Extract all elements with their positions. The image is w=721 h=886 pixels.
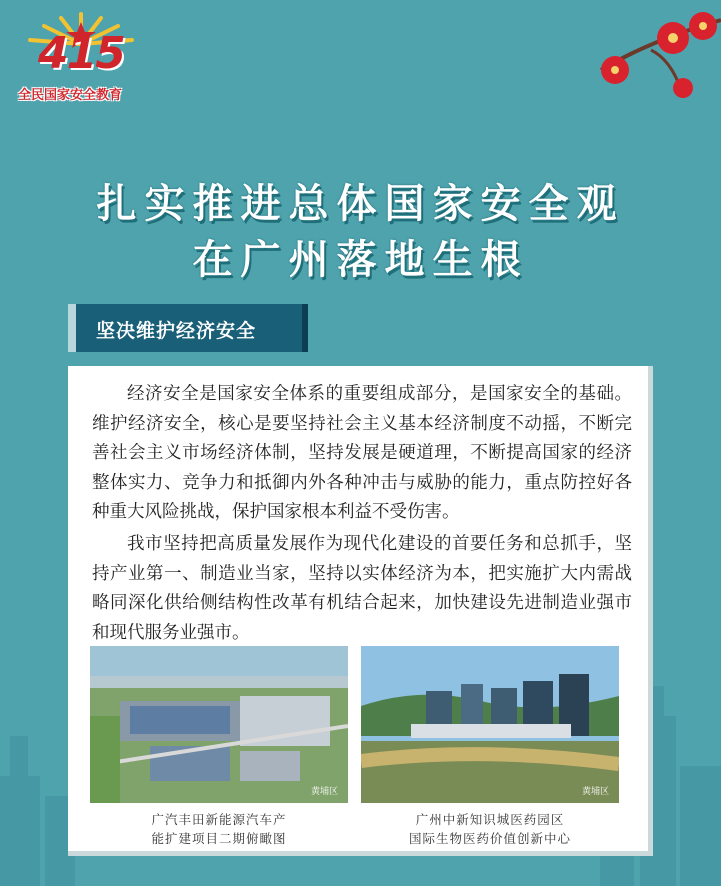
biomedical-park-image: [361, 646, 619, 803]
logo-text: 全民国家安全教育: [18, 88, 123, 103]
page-title-line2: 在广州落地生根: [192, 237, 529, 283]
page-title-line1: 扎实推进总体国家安全观: [96, 181, 625, 227]
section-heading: 坚决维护经济安全: [96, 320, 257, 342]
photo-biomedical-park: [361, 646, 619, 803]
photo-gac-toyota-plant: [90, 646, 348, 803]
photo-caption: [361, 810, 619, 848]
logo-number: 415: [38, 28, 124, 79]
paragraph-economic-security: 经济安全是国家安全体系的重要组成部分，是国家安全的基础。维护经济安全，核心是要坚持社会主义基本经济制度不动摇，不断完善社会主义市场经济体制，坚持发展是硬道理，不断提高国家的经济整体实力、竞争力和抵御内外各种冲击与威胁的能力，重点防控好各种重大风险挑战，保护国家根本利益不受伤害。: [92, 384, 632, 522]
paragraph-guangzhou-development: 我市坚持把高质量发展作为现代化建设的首要任务和总抓手，坚持产业第一、制造业当家，坚持以实体经济为本，把实施扩大内需战略同深化供给侧结构性改革有机结合起来，加快建设先进制造业强市和现代服务业强市。: [92, 534, 632, 643]
factory-aerial-image: [90, 646, 348, 803]
kapok-flower-decoration: [591, 0, 721, 110]
section-heading-tab: [68, 304, 308, 352]
caption-line: 能扩建项目二期俯瞰图: [151, 831, 287, 846]
photo-caption: [90, 810, 348, 848]
caption-line: 广州中新知识城医药园区: [415, 812, 565, 827]
content-card: [68, 366, 653, 856]
national-security-education-logo: [16, 10, 146, 103]
photo-location-tag: 黄埔区: [310, 787, 338, 797]
caption-line: 广汽丰田新能源汽车产: [151, 812, 287, 827]
photo-location-tag: 黄埔区: [581, 787, 609, 797]
caption-line: 国际生物医药价值创新中心: [408, 831, 571, 846]
